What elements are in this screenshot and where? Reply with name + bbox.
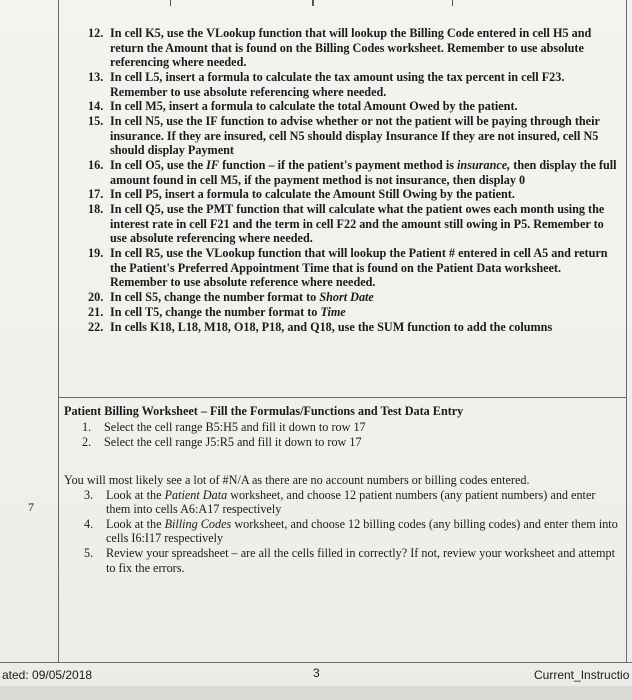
row-number: 7 <box>28 500 34 514</box>
table-edge <box>170 0 171 6</box>
emphasis-text: insurance, <box>457 158 511 173</box>
item-text: In cell P5, insert a formula to calculate the Amount Still Owing by the patient. <box>110 187 515 202</box>
item-number: 13. <box>88 69 104 84</box>
item-number: 12. <box>88 26 104 40</box>
row-divider <box>58 397 626 398</box>
list-item <box>88 70 618 99</box>
emphasis-text: PMT <box>206 202 234 217</box>
item-number: 1. <box>82 419 92 434</box>
text-run: In cell K5, use the <box>110 26 207 40</box>
table-edge <box>312 0 314 6</box>
text-run: In cells K18, L18, M18, O18, P18, and Q18, use the <box>110 319 378 334</box>
list-item <box>84 546 622 575</box>
item-text <box>110 202 618 246</box>
page-number: 3 <box>313 666 320 680</box>
text-run: then display the full amount found in cell M5, if the payment method is not insurance, then display 0 <box>110 158 617 187</box>
item-text: Select the cell range B5:H5 and fill it down to row 17 <box>104 419 366 434</box>
instruction-list <box>88 26 618 335</box>
item-text <box>110 290 618 305</box>
list-item <box>82 420 622 435</box>
list-item <box>88 305 618 320</box>
text-run: In cell Q5, use the <box>110 202 207 217</box>
emphasis-text: IF <box>205 114 218 129</box>
text-run: function to add the columns <box>404 319 553 334</box>
text-run: In cell S5, change the number format to <box>110 290 320 305</box>
test-data-section <box>62 473 622 575</box>
item-text <box>106 517 622 546</box>
list-item <box>88 26 618 70</box>
text-run: In cell N5, use the <box>110 114 206 129</box>
text-run: function that will calculate what the patient owes each month using the interest rate in cell F21 and the term in cell F22 and the amount still owing in P5. Remember to use absolute referencing where needed. <box>110 202 605 246</box>
item-text: Review your spreadsheet – are all the cells filled in correctly? If not, review your worksheet and attempt to fix the errors. <box>106 545 615 575</box>
item-number: 5. <box>84 545 94 560</box>
list-item <box>88 187 618 202</box>
photo-shadow <box>0 686 632 700</box>
emphasis-text: IF <box>206 158 220 173</box>
text-run: If they are not insured, cell N5 should display <box>110 128 599 158</box>
item-number: 16. <box>88 158 104 173</box>
item-number: 19. <box>88 246 104 261</box>
table-border-left <box>58 0 59 662</box>
item-number: 20. <box>88 290 104 305</box>
emphasis-text: SUM <box>377 319 405 334</box>
item-text <box>110 114 618 158</box>
item-text <box>110 305 618 320</box>
emphasis-text: Time <box>320 304 346 319</box>
item-number: 3. <box>84 487 94 502</box>
item-number: 4. <box>84 516 94 531</box>
intro-paragraph: You will most likely see a lot of #N/A as there are no account numbers or billing codes entered. <box>64 473 530 487</box>
page-footer <box>0 664 632 686</box>
patient-billing-section <box>62 404 622 449</box>
table-border-bottom <box>0 662 632 663</box>
list-item <box>88 202 618 246</box>
table-border-right <box>626 0 627 662</box>
text-run: function – if the patient's payment method is <box>219 158 458 173</box>
text-run: Look at the <box>106 487 165 502</box>
emphasis-text: VLookup <box>206 26 256 40</box>
emphasis-text: VLookup <box>205 246 255 261</box>
list-item <box>82 435 622 450</box>
text-run: Look at the <box>106 516 165 531</box>
list-item <box>84 488 622 517</box>
item-text: In cell L5, insert a formula to calculate the tax amount using the tax percent in cell F23. Remember to use absolute referencing where needed. <box>110 69 565 99</box>
item-number: 15. <box>88 114 104 129</box>
text-run: function that will lookup the Billing Code entered in cell H5 and return the Amount that is found on the Billing Codes worksheet. Remember to use absolute referencing where needed. <box>110 26 592 70</box>
item-text <box>106 488 622 517</box>
text-run: function that will lookup the Patient # entered in cell A5 and return the Patient's Preferred Appointment Time that is found on the Patient Data worksheet. Remember to use absolute reference where needed. <box>110 246 608 290</box>
text-run: function to advise whether or not the patient will be paying through their insurance. If they are insured, cell N5 should display <box>110 114 600 143</box>
footer-filename: Current_Instructio <box>534 668 630 682</box>
emphasis-text: Short Date <box>319 290 374 305</box>
item-text: In cell M5, insert a formula to calculate the total Amount Owed by the patient. <box>110 99 518 114</box>
text-run: In cell O5, use the <box>110 158 207 173</box>
list-item <box>88 290 618 305</box>
list-item <box>88 246 618 290</box>
emphasis-text: Payment <box>187 143 234 158</box>
list-item <box>88 320 618 335</box>
item-number: 17. <box>88 187 104 202</box>
item-text: Select the cell range J5:R5 and fill it down to row 17 <box>104 434 362 449</box>
table-edge <box>452 0 453 6</box>
list-item <box>84 517 622 546</box>
list-item <box>88 158 618 187</box>
emphasis-text: Billing Codes <box>164 516 232 531</box>
list-item <box>88 114 618 158</box>
text-run: worksheet, and choose 12 billing codes (any billing codes) and enter them into cells I6:I17 respectively <box>106 516 618 546</box>
footer-date: ated: 09/05/2018 <box>2 668 93 682</box>
item-number: 14. <box>88 99 104 114</box>
item-number: 18. <box>88 202 104 217</box>
item-text <box>110 158 618 187</box>
item-number: 2. <box>82 434 92 449</box>
emphasis-text: Patient Data <box>164 487 228 502</box>
text-run: In cell T5, change the number format to <box>110 304 321 319</box>
section-title: Patient Billing Worksheet – Fill the Formulas/Functions and Test Data Entry <box>64 404 464 418</box>
list-item <box>88 99 618 114</box>
item-text <box>110 26 618 70</box>
item-text <box>110 246 618 290</box>
item-text <box>110 320 618 335</box>
text-run: worksheet, and choose 12 patient numbers (any patient numbers) and enter them into cells A6:A17 respectively <box>106 487 596 517</box>
item-number: 22. <box>88 319 104 334</box>
item-number: 21. <box>88 304 104 319</box>
text-run: In cell R5, use the <box>110 246 206 261</box>
emphasis-text: Insurance <box>385 128 438 143</box>
